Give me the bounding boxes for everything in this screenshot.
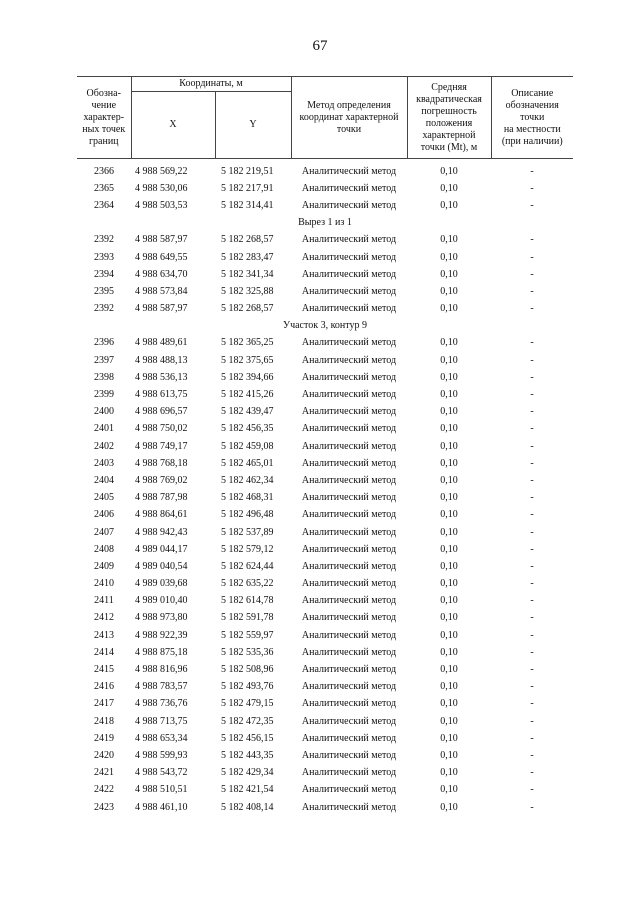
table-row xyxy=(77,490,573,507)
table-body xyxy=(77,159,573,817)
table-row xyxy=(77,524,573,541)
cell-point: 2403 xyxy=(94,457,114,469)
table-row xyxy=(77,455,573,472)
header-error: Средняя квадратическая погрешность положения характерной точки (Mt), м xyxy=(407,77,491,159)
cell-x: 4 988 942,43 xyxy=(135,526,188,538)
cell-y: 5 182 268,57 xyxy=(221,234,274,246)
cell-method: Аналитический метод xyxy=(301,474,397,486)
cell-method: Аналитический метод xyxy=(301,646,397,658)
table-row xyxy=(77,679,573,696)
cell-y: 5 182 624,44 xyxy=(221,560,274,572)
cell-point: 2415 xyxy=(94,664,114,676)
cell-point: 2404 xyxy=(94,474,114,486)
cell-point: 2394 xyxy=(94,268,114,280)
cell-y: 5 182 468,31 xyxy=(221,492,274,504)
cell-method: Аналитический метод xyxy=(301,784,397,796)
cell-y: 5 182 415,26 xyxy=(221,389,274,401)
table-row xyxy=(77,541,573,558)
cell-error: 0,10 xyxy=(440,749,458,761)
cell-description: - xyxy=(530,784,534,796)
cell-method: Аналитический метод xyxy=(301,234,397,246)
cell-x: 4 989 010,40 xyxy=(135,595,188,607)
cell-error: 0,10 xyxy=(440,595,458,607)
cell-error: 0,10 xyxy=(440,457,458,469)
cell-method: Аналитический метод xyxy=(301,509,397,521)
cell-point: 2407 xyxy=(94,526,114,538)
table-row xyxy=(77,661,573,678)
table-row xyxy=(77,386,573,403)
cell-y: 5 182 462,34 xyxy=(221,474,274,486)
cell-error: 0,10 xyxy=(440,492,458,504)
cell-y: 5 182 217,91 xyxy=(221,182,274,194)
cell-method: Аналитический метод xyxy=(301,268,397,280)
cell-y: 5 182 394,66 xyxy=(221,371,274,383)
cell-point: 2419 xyxy=(94,732,114,744)
cell-y: 5 182 535,36 xyxy=(221,646,274,658)
cell-description: - xyxy=(530,440,534,452)
section-title: Вырез 1 из 1 xyxy=(298,217,352,229)
header-description: Описание обозначения точки на местности (при наличии) xyxy=(491,77,573,159)
cell-error: 0,10 xyxy=(440,440,458,452)
cell-description: - xyxy=(530,681,534,693)
cell-point: 2366 xyxy=(94,165,114,177)
cell-method: Аналитический метод xyxy=(301,251,397,263)
cell-x: 4 988 783,57 xyxy=(135,681,188,693)
cell-error: 0,10 xyxy=(440,526,458,538)
cell-x: 4 988 536,13 xyxy=(135,371,188,383)
cell-error: 0,10 xyxy=(440,182,458,194)
cell-point: 2420 xyxy=(94,749,114,761)
cell-x: 4 988 634,70 xyxy=(135,268,188,280)
cell-x: 4 988 488,13 xyxy=(135,354,188,366)
cell-error: 0,10 xyxy=(440,801,458,813)
cell-method: Аналитический метод xyxy=(301,629,397,641)
table-row xyxy=(77,576,573,593)
cell-y: 5 182 443,35 xyxy=(221,749,274,761)
cell-description: - xyxy=(530,354,534,366)
cell-y: 5 182 472,35 xyxy=(221,715,274,727)
table-row xyxy=(77,180,573,197)
cell-x: 4 988 569,22 xyxy=(135,165,188,177)
coordinates-table xyxy=(77,76,573,816)
table-row xyxy=(77,249,573,266)
cell-x: 4 988 653,34 xyxy=(135,732,188,744)
cell-method: Аналитический метод xyxy=(301,457,397,469)
cell-y: 5 182 493,76 xyxy=(221,681,274,693)
cell-y: 5 182 429,34 xyxy=(221,767,274,779)
cell-x: 4 988 489,61 xyxy=(135,337,188,349)
cell-x: 4 988 543,72 xyxy=(135,767,188,779)
cell-error: 0,10 xyxy=(440,715,458,727)
cell-point: 2392 xyxy=(94,234,114,246)
cell-x: 4 988 599,93 xyxy=(135,749,188,761)
cell-description: - xyxy=(530,285,534,297)
cell-method: Аналитический метод xyxy=(301,801,397,813)
cell-description: - xyxy=(530,629,534,641)
cell-error: 0,10 xyxy=(440,509,458,521)
cell-description: - xyxy=(530,182,534,194)
cell-point: 2402 xyxy=(94,440,114,452)
cell-point: 2413 xyxy=(94,629,114,641)
cell-point: 2396 xyxy=(94,337,114,349)
cell-y: 5 182 614,78 xyxy=(221,595,274,607)
cell-method: Аналитический метод xyxy=(301,440,397,452)
cell-point: 2405 xyxy=(94,492,114,504)
cell-y: 5 182 559,97 xyxy=(221,629,274,641)
cell-point: 2412 xyxy=(94,612,114,624)
cell-x: 4 988 613,75 xyxy=(135,389,188,401)
cell-y: 5 182 219,51 xyxy=(221,165,274,177)
cell-y: 5 182 375,65 xyxy=(221,354,274,366)
cell-description: - xyxy=(530,646,534,658)
cell-y: 5 182 537,89 xyxy=(221,526,274,538)
cell-point: 2421 xyxy=(94,767,114,779)
header-coordinates: Координаты, м xyxy=(131,77,291,92)
cell-point: 2364 xyxy=(94,199,114,211)
table-row xyxy=(77,404,573,421)
cell-error: 0,10 xyxy=(440,285,458,297)
cell-point: 2397 xyxy=(94,354,114,366)
cell-error: 0,10 xyxy=(440,698,458,710)
cell-description: - xyxy=(530,251,534,263)
cell-point: 2400 xyxy=(94,406,114,418)
cell-y: 5 182 635,22 xyxy=(221,578,274,590)
cell-description: - xyxy=(530,595,534,607)
cell-point: 2399 xyxy=(94,389,114,401)
cell-method: Аналитический метод xyxy=(301,612,397,624)
cell-method: Аналитический метод xyxy=(301,182,397,194)
cell-error: 0,10 xyxy=(440,234,458,246)
cell-method: Аналитический метод xyxy=(301,354,397,366)
cell-x: 4 989 039,68 xyxy=(135,578,188,590)
cell-y: 5 182 408,14 xyxy=(221,801,274,813)
cell-x: 4 988 649,55 xyxy=(135,251,188,263)
cell-description: - xyxy=(530,371,534,383)
cell-y: 5 182 365,25 xyxy=(221,337,274,349)
cell-point: 2398 xyxy=(94,371,114,383)
header-method: Метод определения координат характерной точки xyxy=(291,77,407,159)
cell-x: 4 988 749,17 xyxy=(135,440,188,452)
cell-point: 2418 xyxy=(94,715,114,727)
table-row xyxy=(77,627,573,644)
table-row xyxy=(77,782,573,799)
cell-point: 2416 xyxy=(94,681,114,693)
cell-error: 0,10 xyxy=(440,543,458,555)
cell-method: Аналитический метод xyxy=(301,543,397,555)
cell-error: 0,10 xyxy=(440,681,458,693)
table-row xyxy=(77,369,573,386)
cell-y: 5 182 465,01 xyxy=(221,457,274,469)
table-row xyxy=(77,438,573,455)
cell-error: 0,10 xyxy=(440,732,458,744)
table-row xyxy=(77,644,573,661)
table-row xyxy=(77,197,573,214)
cell-method: Аналитический метод xyxy=(301,560,397,572)
cell-error: 0,10 xyxy=(440,199,458,211)
cell-y: 5 182 456,15 xyxy=(221,732,274,744)
cell-x: 4 988 864,61 xyxy=(135,509,188,521)
cell-point: 2417 xyxy=(94,698,114,710)
table-row xyxy=(77,799,573,816)
cell-description: - xyxy=(530,732,534,744)
cell-point: 2392 xyxy=(94,303,114,315)
cell-description: - xyxy=(530,767,534,779)
table-row xyxy=(77,472,573,489)
cell-y: 5 182 508,96 xyxy=(221,664,274,676)
cell-description: - xyxy=(530,612,534,624)
table-row xyxy=(77,507,573,524)
cell-description: - xyxy=(530,389,534,401)
table-row xyxy=(77,301,573,318)
header-point: Обозна- чение характер- ных точек границ xyxy=(77,77,131,159)
cell-point: 2401 xyxy=(94,423,114,435)
section-row xyxy=(77,318,573,335)
cell-y: 5 182 268,57 xyxy=(221,303,274,315)
cell-description: - xyxy=(530,664,534,676)
table-row xyxy=(77,266,573,283)
cell-point: 2406 xyxy=(94,509,114,521)
cell-description: - xyxy=(530,303,534,315)
cell-x: 4 988 713,75 xyxy=(135,715,188,727)
cell-error: 0,10 xyxy=(440,612,458,624)
cell-error: 0,10 xyxy=(440,474,458,486)
cell-x: 4 988 922,39 xyxy=(135,629,188,641)
table-row xyxy=(77,593,573,610)
cell-error: 0,10 xyxy=(440,337,458,349)
cell-description: - xyxy=(530,423,534,435)
cell-y: 5 182 314,41 xyxy=(221,199,274,211)
cell-method: Аналитический метод xyxy=(301,423,397,435)
cell-point: 2414 xyxy=(94,646,114,658)
cell-description: - xyxy=(530,406,534,418)
cell-error: 0,10 xyxy=(440,578,458,590)
cell-error: 0,10 xyxy=(440,303,458,315)
cell-point: 2423 xyxy=(94,801,114,813)
cell-x: 4 988 875,18 xyxy=(135,646,188,658)
cell-method: Аналитический метод xyxy=(301,389,397,401)
cell-point: 2411 xyxy=(94,595,114,607)
table-row xyxy=(77,421,573,438)
cell-x: 4 988 696,57 xyxy=(135,406,188,418)
cell-y: 5 182 591,78 xyxy=(221,612,274,624)
table-row xyxy=(77,283,573,300)
cell-method: Аналитический метод xyxy=(301,595,397,607)
cell-point: 2365 xyxy=(94,182,114,194)
cell-x: 4 988 503,53 xyxy=(135,199,188,211)
cell-error: 0,10 xyxy=(440,268,458,280)
cell-x: 4 988 750,02 xyxy=(135,423,188,435)
cell-error: 0,10 xyxy=(440,646,458,658)
cell-description: - xyxy=(530,801,534,813)
cell-error: 0,10 xyxy=(440,165,458,177)
cell-description: - xyxy=(530,474,534,486)
table-row xyxy=(77,335,573,352)
cell-description: - xyxy=(530,337,534,349)
cell-method: Аналитический метод xyxy=(301,165,397,177)
cell-error: 0,10 xyxy=(440,389,458,401)
cell-error: 0,10 xyxy=(440,560,458,572)
cell-description: - xyxy=(530,268,534,280)
table-row xyxy=(77,730,573,747)
header-y: Y xyxy=(215,92,291,159)
cell-x: 4 988 973,80 xyxy=(135,612,188,624)
cell-method: Аналитический метод xyxy=(301,715,397,727)
cell-point: 2410 xyxy=(94,578,114,590)
cell-description: - xyxy=(530,492,534,504)
cell-description: - xyxy=(530,199,534,211)
cell-y: 5 182 579,12 xyxy=(221,543,274,555)
cell-x: 4 989 044,17 xyxy=(135,543,188,555)
section-row xyxy=(77,215,573,232)
cell-y: 5 182 325,88 xyxy=(221,285,274,297)
table-row xyxy=(77,232,573,249)
cell-description: - xyxy=(530,509,534,521)
table-row xyxy=(77,747,573,764)
cell-method: Аналитический метод xyxy=(301,371,397,383)
cell-y: 5 182 459,08 xyxy=(221,440,274,452)
cell-y: 5 182 341,34 xyxy=(221,268,274,280)
cell-y: 5 182 421,54 xyxy=(221,784,274,796)
cell-x: 4 989 040,54 xyxy=(135,560,188,572)
table-row xyxy=(77,610,573,627)
table-row xyxy=(77,352,573,369)
cell-method: Аналитический метод xyxy=(301,199,397,211)
cell-error: 0,10 xyxy=(440,423,458,435)
cell-description: - xyxy=(530,560,534,572)
cell-method: Аналитический метод xyxy=(301,681,397,693)
cell-point: 2422 xyxy=(94,784,114,796)
cell-description: - xyxy=(530,457,534,469)
cell-method: Аналитический метод xyxy=(301,303,397,315)
cell-point: 2393 xyxy=(94,251,114,263)
cell-method: Аналитический метод xyxy=(301,732,397,744)
cell-point: 2409 xyxy=(94,560,114,572)
section-title: Участок 3, контур 9 xyxy=(282,320,368,332)
cell-error: 0,10 xyxy=(440,664,458,676)
cell-x: 4 988 736,76 xyxy=(135,698,188,710)
cell-y: 5 182 479,15 xyxy=(221,698,274,710)
cell-error: 0,10 xyxy=(440,406,458,418)
cell-x: 4 988 769,02 xyxy=(135,474,188,486)
cell-description: - xyxy=(530,543,534,555)
cell-x: 4 988 816,96 xyxy=(135,664,188,676)
cell-error: 0,10 xyxy=(440,629,458,641)
cell-method: Аналитический метод xyxy=(301,337,397,349)
cell-method: Аналитический метод xyxy=(301,749,397,761)
cell-x: 4 988 461,10 xyxy=(135,801,188,813)
page-number: 67 xyxy=(312,38,328,54)
cell-y: 5 182 456,35 xyxy=(221,423,274,435)
cell-y: 5 182 496,48 xyxy=(221,509,274,521)
cell-x: 4 988 587,97 xyxy=(135,234,188,246)
cell-x: 4 988 787,98 xyxy=(135,492,188,504)
cell-error: 0,10 xyxy=(440,784,458,796)
cell-method: Аналитический метод xyxy=(301,767,397,779)
cell-x: 4 988 510,51 xyxy=(135,784,188,796)
cell-point: 2408 xyxy=(94,543,114,555)
cell-error: 0,10 xyxy=(440,767,458,779)
cell-error: 0,10 xyxy=(440,371,458,383)
cell-description: - xyxy=(530,749,534,761)
table-header xyxy=(77,77,573,159)
table-row xyxy=(77,765,573,782)
cell-method: Аналитический метод xyxy=(301,698,397,710)
cell-method: Аналитический метод xyxy=(301,526,397,538)
table-row xyxy=(77,558,573,575)
cell-method: Аналитический метод xyxy=(301,664,397,676)
cell-description: - xyxy=(530,578,534,590)
cell-description: - xyxy=(530,165,534,177)
cell-description: - xyxy=(530,715,534,727)
header-x: X xyxy=(131,92,215,159)
cell-description: - xyxy=(530,698,534,710)
cell-x: 4 988 530,06 xyxy=(135,182,188,194)
cell-point: 2395 xyxy=(94,285,114,297)
cell-method: Аналитический метод xyxy=(301,406,397,418)
table-row xyxy=(77,696,573,713)
cell-error: 0,10 xyxy=(440,354,458,366)
cell-error: 0,10 xyxy=(440,251,458,263)
cell-method: Аналитический метод xyxy=(301,578,397,590)
table-row xyxy=(77,713,573,730)
cell-method: Аналитический метод xyxy=(301,285,397,297)
cell-y: 5 182 439,47 xyxy=(221,406,274,418)
cell-y: 5 182 283,47 xyxy=(221,251,274,263)
cell-x: 4 988 768,18 xyxy=(135,457,188,469)
table-row xyxy=(77,159,573,181)
cell-description: - xyxy=(530,526,534,538)
cell-description: - xyxy=(530,234,534,246)
cell-method: Аналитический метод xyxy=(301,492,397,504)
cell-x: 4 988 573,84 xyxy=(135,285,188,297)
cell-x: 4 988 587,97 xyxy=(135,303,188,315)
